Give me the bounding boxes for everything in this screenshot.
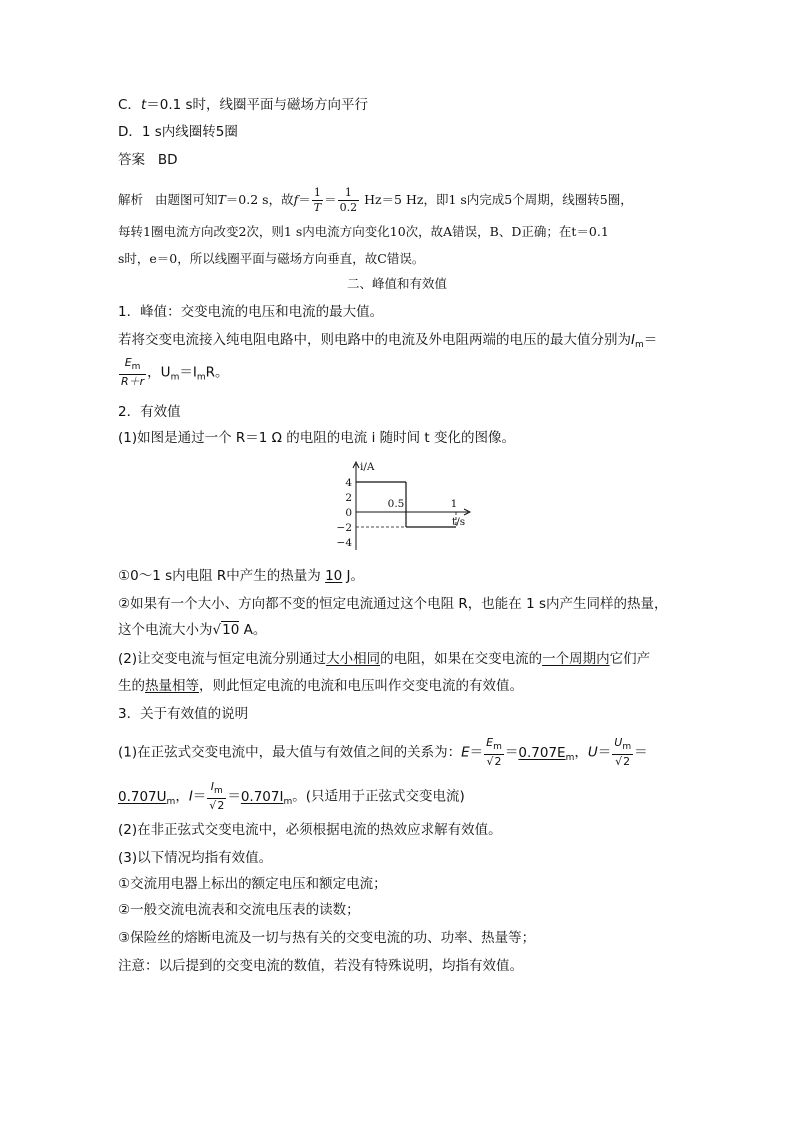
fraction-denominator: T bbox=[313, 201, 322, 214]
text: (1)在正弦式交变电流中，最大值与有效值之间的关系为： bbox=[118, 744, 462, 761]
peak-body-text: 若将交变电流接入纯电阻电路中，则电路中的电流及外电阻两端的电压的最大值分别为 bbox=[118, 332, 631, 348]
effective-item-1: (1)如图是通过一个 R＝1 Ω 的电阻的电流 i 随时间 t 变化的图像。 bbox=[118, 430, 515, 446]
x-axis-label: t/s bbox=[452, 516, 466, 528]
analysis-label: 解析 bbox=[118, 192, 144, 207]
analysis-text: Hz＝5 Hz，即1 s内完成5个周期，线圈转5圈， bbox=[360, 192, 633, 207]
var-E: E bbox=[124, 356, 132, 369]
answer-value: 0.707U bbox=[118, 788, 167, 805]
notes-title: 3．关于有效值的说明 bbox=[118, 706, 249, 722]
question-2-text: 这个电流大小为 bbox=[118, 622, 213, 638]
text: 它们产 bbox=[609, 651, 651, 667]
notes-attention: 注意：以后提到的交变电流的数值，若没有特殊说明，均指有效值。 bbox=[118, 958, 523, 974]
var-I: I bbox=[188, 788, 193, 805]
y-tick-labels bbox=[337, 477, 353, 549]
notes-item-2: (2)在非正弦式交变电流中，必须根据电流的热效应求解有效值。 bbox=[118, 822, 502, 838]
current-time-chart bbox=[316, 458, 476, 558]
equals: ＝ bbox=[643, 332, 658, 348]
fraction-denominator: 0.2 bbox=[339, 201, 358, 214]
effective-item-2-line-1 bbox=[118, 649, 650, 669]
answer-value: BD bbox=[157, 152, 178, 168]
var-I: I bbox=[631, 332, 635, 348]
underlined-term: 一个周期内 bbox=[542, 651, 610, 667]
fraction-numerator bbox=[484, 736, 504, 755]
fraction-Em-over-Rr bbox=[119, 356, 146, 389]
formula-text: R。 bbox=[205, 364, 229, 381]
var-I: I bbox=[210, 780, 215, 793]
underlined-term: 热量相等 bbox=[145, 678, 199, 694]
peak-formula bbox=[118, 356, 229, 389]
y-axis-label: i/A bbox=[360, 461, 375, 473]
answer-value: 0.707I bbox=[240, 788, 284, 805]
sqrt-value: 10 bbox=[222, 622, 240, 638]
answer-U bbox=[118, 789, 175, 805]
text: 的电阻，如果在交变电流的 bbox=[380, 651, 543, 667]
text: ，则此恒定电流的电流和电压叫作交变电流的有效值。 bbox=[199, 678, 523, 694]
var-U: U bbox=[587, 744, 598, 761]
fraction-denominator: √2 bbox=[209, 799, 225, 812]
equals: ＝ bbox=[469, 744, 484, 761]
separator: ， bbox=[175, 788, 189, 805]
subscript: m bbox=[634, 340, 644, 350]
var-E: E bbox=[461, 744, 470, 761]
equals: ＝ bbox=[227, 788, 241, 805]
notes-case-1: ①交流用电器上标出的额定电压和额定电流； bbox=[118, 876, 387, 892]
option-c-label: C． bbox=[118, 97, 141, 113]
fraction-Um-over-sqrt2 bbox=[612, 736, 633, 769]
sqrt-value: 2 bbox=[494, 755, 502, 768]
x-tick-label: 1 bbox=[450, 498, 458, 510]
formula-text: ＝I bbox=[179, 364, 197, 381]
y-tick-label: 2 bbox=[345, 492, 352, 504]
option-c bbox=[118, 95, 368, 115]
notes-case-3: ③保险丝的熔断电流及一切与热有关的交变电流的功、功率、热量等； bbox=[118, 930, 536, 946]
notes-item-3: (3)以下情况均指有效值。 bbox=[118, 850, 273, 866]
answer-label: 答案 bbox=[118, 152, 145, 168]
x-tick-label: 0.5 bbox=[387, 498, 405, 510]
subscript: m bbox=[166, 796, 176, 807]
fraction-denominator: √2 bbox=[486, 755, 502, 768]
note-text: 。(只适用于正弦式交变电流) bbox=[292, 788, 465, 805]
notes-item-1-line-2 bbox=[118, 780, 465, 813]
section-title: 二、峰值和有效值 bbox=[346, 276, 447, 291]
fraction-numerator bbox=[119, 356, 146, 375]
fraction-Im-over-sqrt2 bbox=[207, 780, 226, 813]
chart-marks bbox=[356, 482, 456, 527]
analysis-line-2: 每转1圈电流方向改变2次，则1 s内电流方向变化10次，故A错误，B、D正确；在t＝0.1 bbox=[118, 224, 609, 239]
fraction-1-over-0.2 bbox=[338, 186, 360, 215]
subscript: m bbox=[131, 362, 141, 372]
question-1 bbox=[118, 566, 364, 586]
var-f: f bbox=[293, 192, 299, 207]
analysis-text: 由题图可知 bbox=[154, 192, 218, 207]
answer-E bbox=[518, 745, 574, 761]
peak-body bbox=[118, 330, 657, 355]
y-tick-label: 0 bbox=[345, 507, 352, 519]
analysis-text: ＝ bbox=[324, 192, 337, 207]
analysis-text: ＝ bbox=[298, 192, 311, 207]
subscript: m bbox=[283, 796, 293, 807]
answer-value: 0.707E bbox=[518, 744, 566, 761]
sqrt-value: 2 bbox=[623, 755, 631, 768]
fraction-denominator: R＋r bbox=[121, 375, 145, 388]
subscript: m bbox=[565, 752, 575, 763]
y-tick-label: 4 bbox=[345, 477, 352, 489]
option-d: D．1 s内线圈转5圈 bbox=[118, 124, 238, 140]
analysis-text: ＝0.2 s，故 bbox=[225, 192, 294, 207]
separator: ， bbox=[574, 744, 588, 761]
answer-I bbox=[241, 789, 292, 805]
question-1-answer: 10 bbox=[325, 568, 343, 584]
fraction-denominator: √2 bbox=[615, 755, 631, 768]
y-tick-label: −4 bbox=[336, 537, 352, 549]
text: 生的 bbox=[118, 678, 145, 694]
fraction-numerator: 1 bbox=[312, 186, 323, 201]
formula-text: ，U bbox=[147, 364, 171, 381]
option-c-text: ＝0.1 s时，线圈平面与磁场方向平行 bbox=[146, 97, 369, 113]
equals: ＝ bbox=[504, 744, 519, 761]
answer-line bbox=[118, 150, 178, 170]
subscript: m bbox=[170, 372, 180, 383]
equals: ＝ bbox=[634, 744, 648, 761]
subscript: m bbox=[622, 742, 632, 752]
question-2-line-1: ②如果有一个大小、方向都不变的恒定电流通过这个电阻 R，也能在 1 s内产生同样的热量， bbox=[118, 596, 668, 612]
underlined-term: 大小相同 bbox=[326, 651, 381, 667]
fraction-numerator bbox=[207, 780, 226, 799]
fraction-numerator bbox=[612, 736, 633, 755]
question-1-text: ①0～1 s内电阻 R中产生的热量为 bbox=[118, 568, 326, 584]
subscript: m bbox=[196, 372, 206, 383]
question-1-unit: J。 bbox=[342, 568, 365, 584]
effective-item-2-line-2 bbox=[118, 676, 523, 696]
y-tick-label: −2 bbox=[336, 522, 352, 534]
equals: ＝ bbox=[192, 788, 207, 805]
subscript: m bbox=[214, 786, 223, 796]
sqrt-value: 2 bbox=[217, 799, 225, 812]
effective-title: 2．有效值 bbox=[118, 404, 181, 420]
var-E: E bbox=[486, 736, 494, 749]
peak-title: 1．峰值：交变电流的电压和电流的最大值。 bbox=[118, 304, 384, 320]
analysis-line-1 bbox=[118, 186, 633, 215]
question-2-unit: A。 bbox=[239, 622, 267, 638]
equals: ＝ bbox=[597, 744, 612, 761]
var-T: T bbox=[217, 192, 226, 207]
notes-case-2: ②一般交流电流表和交流电压表的读数； bbox=[118, 902, 360, 918]
fraction-numerator: 1 bbox=[338, 186, 360, 201]
question-2-line-2: 这个电流大小为√10 A。 bbox=[118, 622, 267, 638]
notes-item-1-line-1 bbox=[118, 736, 648, 769]
x-tick-labels bbox=[388, 498, 458, 510]
var-U: U bbox=[614, 736, 623, 749]
fraction-Em-over-sqrt2 bbox=[484, 736, 504, 769]
text: (2)让交变电流与恒定电流分别通过 bbox=[118, 651, 327, 667]
var-t: t bbox=[140, 97, 147, 113]
subscript: m bbox=[493, 742, 502, 752]
fraction-1-over-T bbox=[312, 186, 323, 215]
analysis-line-3: s时，e＝0，所以线圈平面与磁场方向垂直，故C错误。 bbox=[118, 251, 425, 266]
